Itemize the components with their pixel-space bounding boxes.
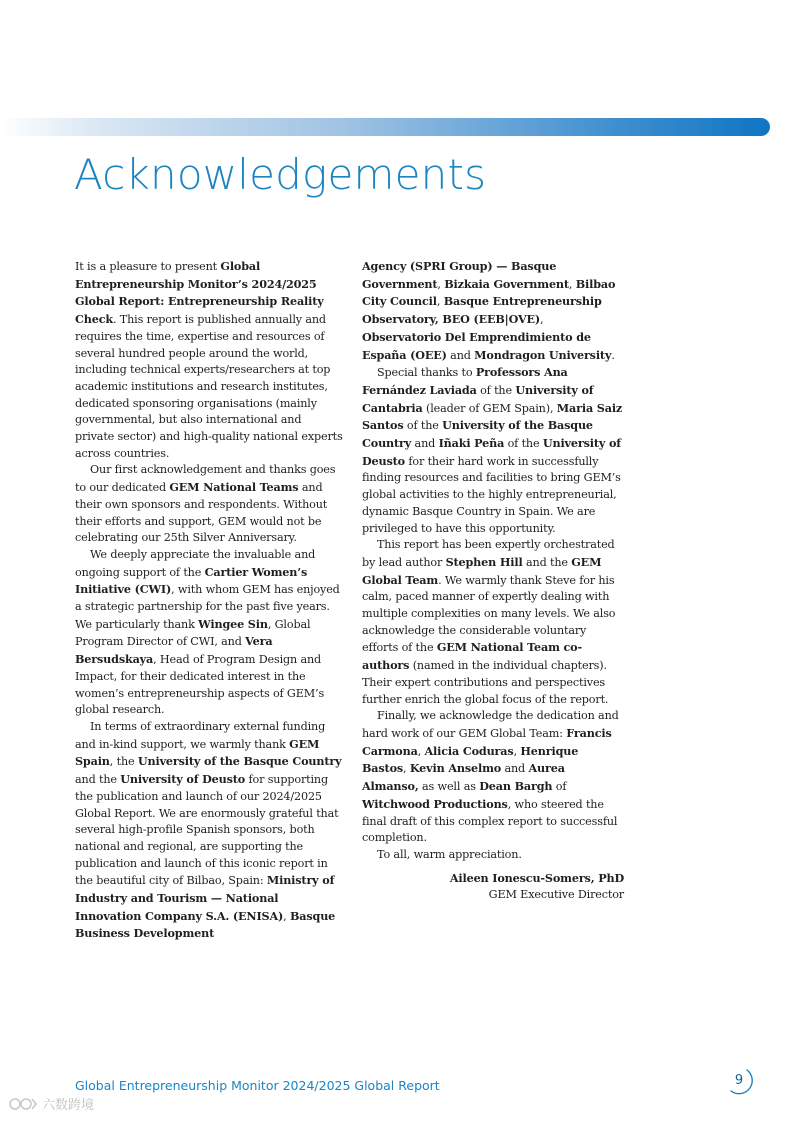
paragraph-intro: It is a pleasure to present Global Entrepreneurship Monitor’s 2024/2025 Global Report: Entrepreneurship Reality Check. This report is published annually and requires the time, expertise and resources of several hundred people around the world, including technical experts/researchers at top academic institutions and research institutes, dedicated sponsoring organisations (mainly governmental, but also international and private sector) and high-quality national experts across countries. — [75, 259, 343, 460]
signature-role: GEM Executive Director — [488, 888, 624, 902]
paragraph-authors: This report has been expertly orchestrated by lead author Stephen Hill and the GEM Global Team. We warmly thank Steve for his calm, paced manner of expertly dealing with multiple complexities on many levels. We also acknowledge the considerable voluntary efforts of the GEM National Team co-authors (named in the individual chapters). Their expert contributions and perspectives further enrich the global focus of the report. — [362, 538, 616, 706]
paragraph-cartier: We deeply appreciate the invaluable and ongoing support of the Cartier Women’s Initiative (CWI), with whom GEM has enjoyed a strategic partnership for the past five years. We particularly thank Wingee Sin, Global Program Director of CWI, and Vera Bersudskaya, Head of Program Design and Impact, for their dedicated interest in the women’s entrepreneurship aspects of GEM’s global research. — [75, 547, 340, 717]
paragraph-national-teams: Our first acknowledgement and thanks goes to our dedicated GEM National Teams and their own sponsors and respondents. Without their efforts and support, GEM would not be celebrating our 25th Silver Anniversary. — [75, 463, 336, 545]
watermark — [8, 1094, 94, 1113]
paragraph-funding: In terms of extraordinary external funding and in-kind support, we warmly thank GEM Spain, the University of the Basque Country and the University of Deusto for supporting the publication and launch of our 2024/2025 Global Report. We are enormously grateful that several high-profile Spanish sponsors, both national and regional, are supporting the publication and launch of this iconic report in the beautiful city of Bilbao, Spain: Ministry of Industry and Tourism — National Innovation Company S.A. (ENISA), Basque Business Development — [75, 719, 342, 941]
left-column — [75, 258, 343, 943]
paragraph-sponsors: Agency (SPRI Group) — Basque Government, Bizkaia Government, Bilbao City Council, Basque Entrepreneurship Observatory, BEO (EEB|OVE), Observatorio Del Emprendimiento de España (OEE) and Mondragon University. — [362, 259, 616, 362]
header-gradient-bar — [0, 118, 770, 136]
signature-name: Aileen Ionescu-Somers, PhD — [449, 870, 624, 885]
page-title: Acknowledgements — [74, 150, 487, 199]
paragraph-closing: To all, warm appreciation. — [377, 847, 522, 861]
signature-block — [362, 870, 624, 904]
watermark-logo-icon — [8, 1096, 38, 1112]
page-number-badge — [726, 1066, 758, 1098]
watermark-text: 六数跨境 — [42, 1098, 95, 1113]
right-column — [362, 258, 624, 904]
footer-report-title: Global Entrepreneurship Monitor 2024/2025 Global Report — [75, 1078, 440, 1093]
paragraph-global-team: Finally, we acknowledge the dedication and hard work of our GEM Global Team: Francis Carmona, Alicia Coduras, Henrique Bastos, Kevin Anselmo and Aurea Almanso, as well as Dean Bargh of Witchwood Productions, who steered the final draft of this complex report to successful completion. — [362, 709, 619, 845]
paragraph-special-thanks: Special thanks to Professors Ana Fernández Laviada of the University of Cantabria (leader of GEM Spain), Maria Saiz Santos of the University of the Basque Country and Iñaki Peña of the University of Deusto for their hard work in successfully finding resources and facilities to bring GEM’s global activities to the highly entrepreneurial, dynamic Basque Country in Spain. We are privileged to have this opportunity. — [362, 365, 623, 535]
page-number: 9 — [734, 1073, 744, 1088]
